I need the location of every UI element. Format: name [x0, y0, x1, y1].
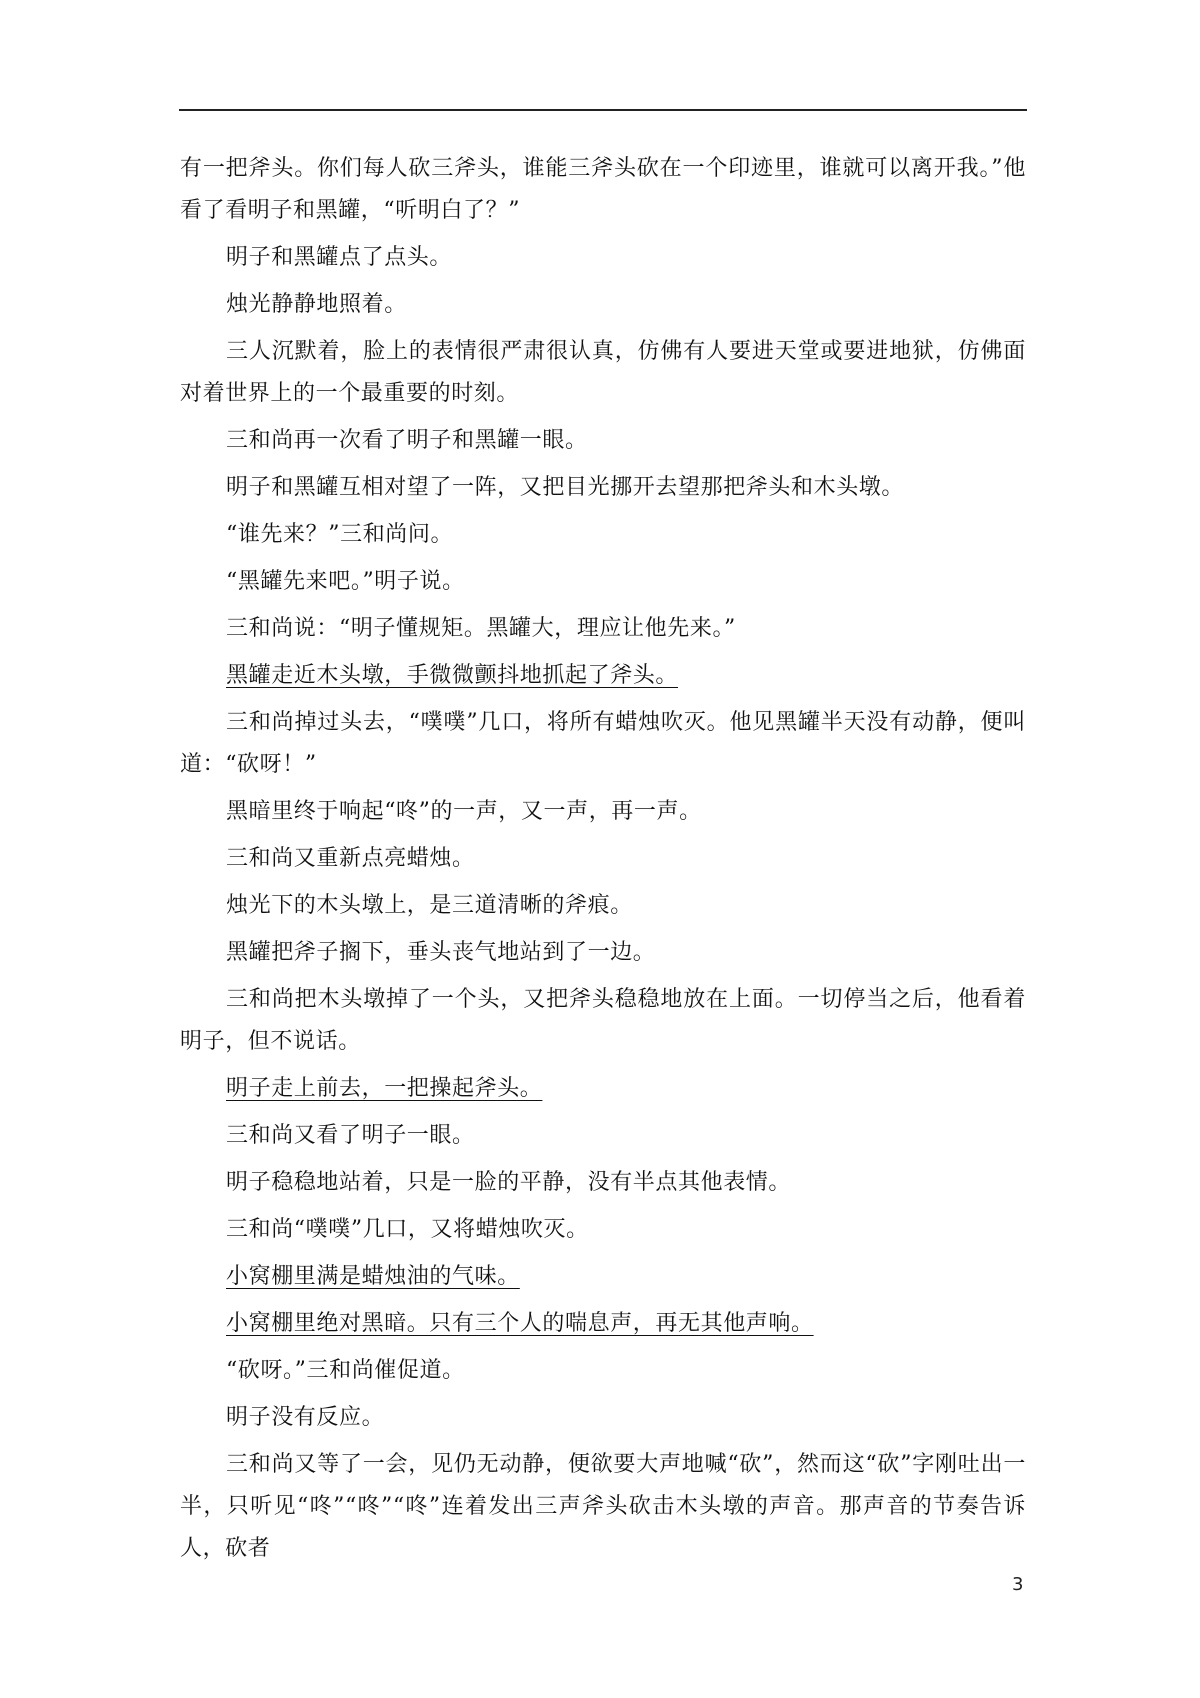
- underlined-paragraph: [180, 655, 1026, 697]
- paragraph: 烛光下的木头墩上，是三道清晰的斧痕。: [226, 893, 633, 918]
- underlined-paragraph: [180, 1068, 1026, 1110]
- underlined-sentence: 黑罐走近木头墩，手微微颤抖地抓起了斧头。: [226, 663, 679, 688]
- document-body: [180, 148, 1026, 1575]
- paragraph: 明子稳稳地站着，只是一脸的平静，没有半点其他表情。: [226, 1170, 792, 1195]
- paragraph: 黑暗里终于响起“咚”的一声，又一声，再一声。: [226, 799, 702, 824]
- underlined-sentence: 明子走上前去，一把操起斧头。: [226, 1076, 543, 1101]
- paragraph: 三和尚“噗噗”几口，又将蜡烛吹灭。: [226, 1217, 589, 1242]
- paragraph: 三和尚又等了一会，见仍无动静，便欲要大声地喊“砍”，然而这“砍”字刚吐出一半，只听见“咚”“咚”“咚”连着发出三声斧头砍击木头墩的声音。那声音的节奏告诉人，砍者: [180, 1452, 1026, 1561]
- underlined-paragraph: [180, 1303, 1026, 1345]
- paragraph: 明子没有反应。: [226, 1405, 385, 1430]
- underlined-paragraph: [180, 1256, 1026, 1298]
- paragraph: 三和尚又看了明子一眼。: [226, 1123, 475, 1148]
- paragraph: “黑罐先来吧。”明子说。: [226, 569, 465, 594]
- paragraph: 有一把斧头。你们每人砍三斧头，谁能三斧头砍在一个印迹里，谁就可以离开我。”他看了看明子和黑罐，“听明白了？”: [180, 156, 1026, 223]
- paragraph: 明子和黑罐互相对望了一阵，又把目光挪开去望那把斧头和木头墩。: [226, 475, 905, 500]
- paragraph: 三人沉默着，脸上的表情很严肃很认真，仿佛有人要进天堂或要进地狱，仿佛面对着世界上的一个最重要的时刻。: [180, 339, 1026, 406]
- paragraph: “谁先来？”三和尚问。: [226, 522, 454, 547]
- paragraph: 黑罐把斧子搁下，垂头丧气地站到了一边。: [226, 940, 656, 965]
- paragraph: 三和尚说：“明子懂规矩。黑罐大，理应让他先来。”: [226, 616, 736, 641]
- paragraph: “砍呀。”三和尚催促道。: [226, 1358, 465, 1383]
- underlined-sentence: 小窝棚里绝对黑暗。只有三个人的喘息声，再无其他声响。: [226, 1311, 814, 1336]
- header-rule: [179, 109, 1027, 111]
- paragraph: 三和尚又重新点亮蜡烛。: [226, 846, 475, 871]
- paragraph: 三和尚掉过头去，“噗噗”几口，将所有蜡烛吹灭。他见黑罐半天没有动静，便叫道：“砍呀！”: [180, 710, 1026, 777]
- page-number: 3: [1012, 1574, 1024, 1595]
- paragraph: 明子和黑罐点了点头。: [226, 245, 453, 270]
- paragraph: 烛光静静地照着。: [226, 292, 407, 317]
- underlined-sentence: 小窝棚里满是蜡烛油的气味。: [226, 1264, 520, 1289]
- paragraph: 三和尚再一次看了明子和黑罐一眼。: [226, 428, 588, 453]
- paragraph: 三和尚把木头墩掉了一个头，又把斧头稳稳地放在上面。一切停当之后，他看着明子，但不说话。: [180, 987, 1026, 1054]
